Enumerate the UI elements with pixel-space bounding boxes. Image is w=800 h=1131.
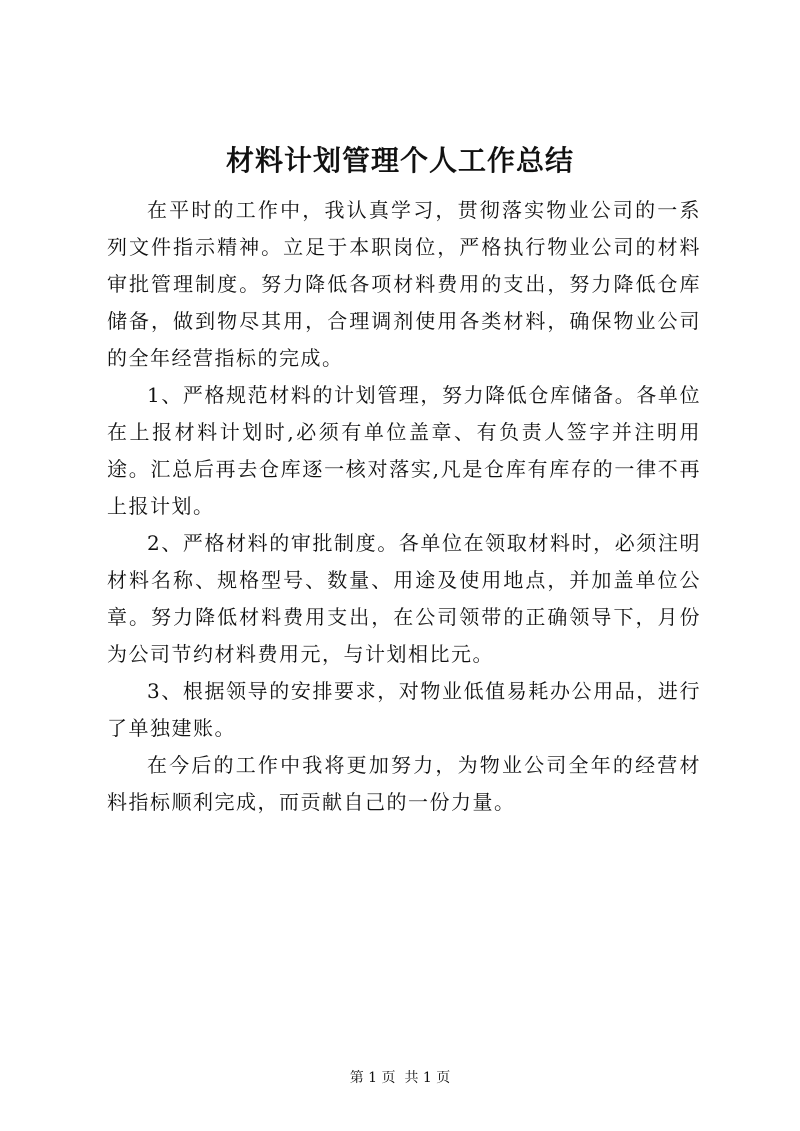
page-footer [0, 1068, 800, 1088]
document-body [107, 192, 701, 821]
page-number-label: 第 1 页 共 1 页 [349, 1070, 451, 1086]
document-title: 材料计划管理个人工作总结 [225, 144, 574, 177]
paragraph-item-2: 2、严格材料的审批制度。各单位在领取材料时，必须注明材料名称、规格型号、数量、用途及使用地点，并加盖单位公章。努力降低材料费用支出，在公司领带的正确领导下，月份为公司节约材料费用元，与计划相比元。 [107, 531, 701, 666]
paragraph-item-3: 3、根据领导的安排要求，对物业低值易耗办公用品，进行了单独建账。 [107, 679, 701, 740]
paragraph-conclusion: 在今后的工作中我将更加努力，为物业公司全年的经营材料指标顺利完成，而贡献自己的一份力量。 [107, 753, 701, 814]
paragraph-item-1: 1、严格规范材料的计划管理，努力降低仓库储备。各单位在上报材料计划时,必须有单位盖章、有负责人签字并注明用途。汇总后再去仓库逐一核对落实,凡是仓库有库存的一律不再上报计划。 [107, 383, 701, 518]
paragraph-intro: 在平时的工作中，我认真学习，贯彻落实物业公司的一系列文件指示精神。立足于本职岗位，严格执行物业公司的材料审批管理制度。努力降低各项材料费用的支出，努力降低仓库储备，做到物尽其用，合理调剂使用各类材料，确保物业公司的全年经营指标的完成。 [107, 198, 701, 370]
